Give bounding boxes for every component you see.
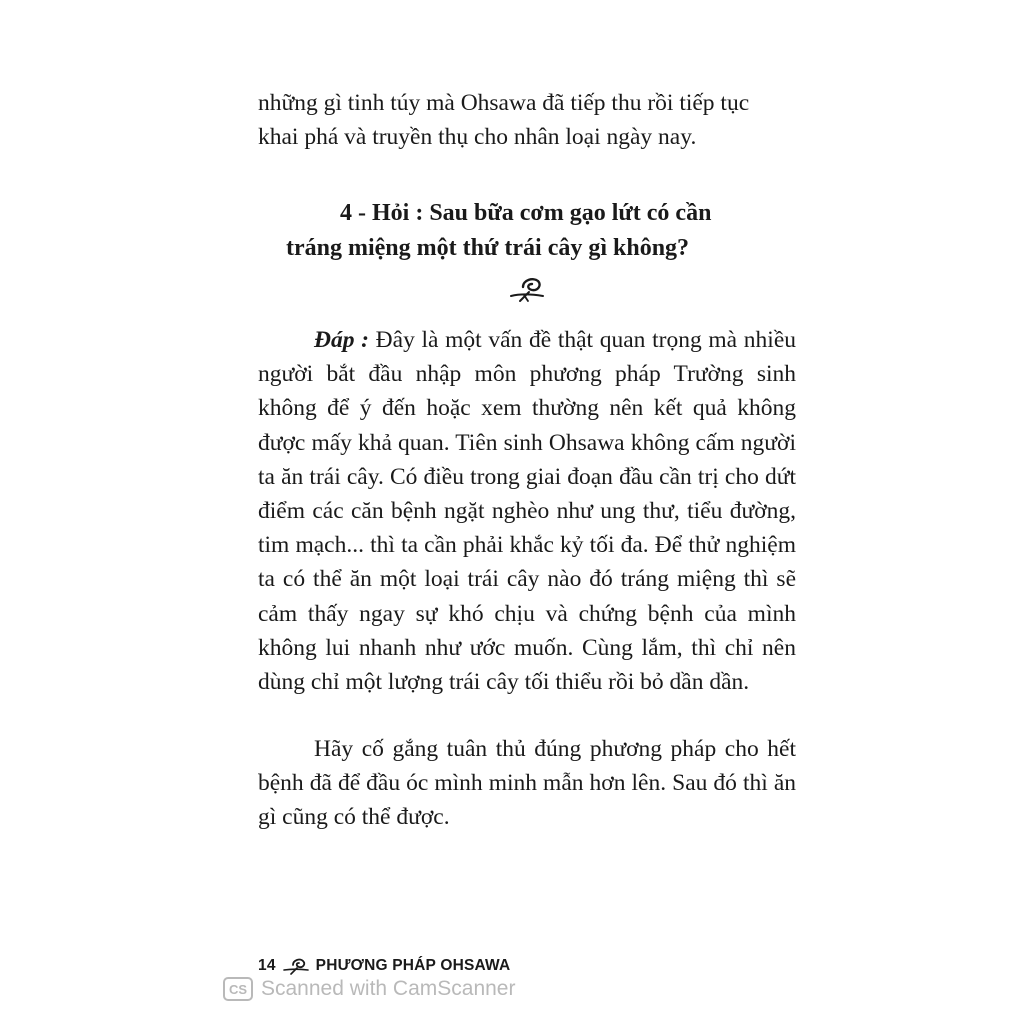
question-heading [258,196,796,266]
closing-paragraph [258,732,796,835]
footer-ornament-icon [282,957,310,975]
leaf-ornament-icon [507,274,547,304]
answer-text: Đây là một vấn đề thật quan trọng mà nhiều người bắt đầu nhập môn phương pháp Trường sinh không để ý đến hoặc xem thường nên kết quả không được mấy khả quan. Tiên sinh Ohsawa không cấm người ta ăn trái cây. Có điều trong giai đoạn đầu cần trị cho dứt điểm các căn bệnh ngặt nghèo như ung thư, tiểu đường, tim mạch... thì ta cần phải khắc kỷ tối đa. Để thử nghiệm ta có thể ăn một loại trái cây nào đó tráng miệng thì sẽ cảm thấy ngay sự khó chịu và chứng bệnh của mình không lui nhanh như ước muốn. Cùng lắm, thì chỉ nên dùng chỉ một lượng trái cây tối thiểu rồi bỏ dần dần. [258,327,796,696]
answer-paragraph [258,323,796,699]
intro-paragraph [258,86,796,154]
question-line-1: 4 - Hỏi : Sau bữa cơm gạo lứt có cần [340,200,712,226]
question-line-2: tráng miệng một thứ trái cây gì không? [286,235,690,261]
camscanner-logo-icon: CS [223,977,253,1001]
answer-label: Đáp : [314,327,369,353]
intro-line-2: khai phá và truyền thụ cho nhân loại ngày nay. [258,124,697,151]
page-number: 14 [258,957,276,974]
intro-line-1: những gì tinh túy mà Ohsawa đã tiếp thu rồi tiếp tục [258,90,750,116]
watermark-text: Scanned with CamScanner [261,977,516,1000]
scanner-watermark [223,975,515,1003]
closing-text: Hãy cố gắng tuân thủ đúng phương pháp cho hết bệnh đã để đầu óc mình minh mẫn hơn lên. Sau đó thì ăn gì cũng có thể được. [258,736,796,831]
book-title: PHƯƠNG PHÁP OHSAWA [315,957,511,974]
